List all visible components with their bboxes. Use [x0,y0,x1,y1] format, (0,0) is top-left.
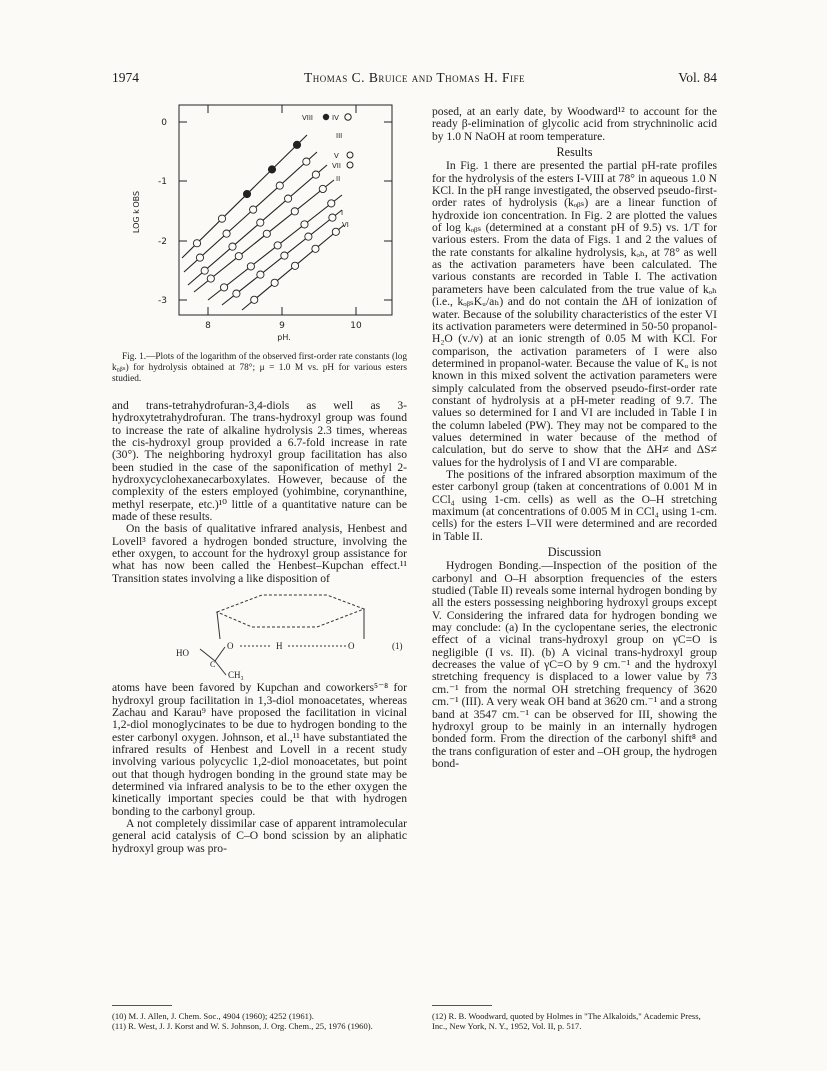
data-point [284,195,291,202]
data-point [223,230,230,237]
figure-1-plot [112,100,412,352]
data-point [328,200,335,207]
y-tick-0: 0 [161,118,167,128]
data-point [291,262,298,269]
data-point [220,284,227,291]
x-tick-8: 8 [205,321,211,331]
data-point [193,240,200,247]
y-tick-1: -1 [158,177,167,187]
right-para-2: In Fig. 1 there are presented the partial pH-rate profiles for the hydrolysis of the esters I-VIII at 78° in aqueous 1.0 N KCl. In the pH range investigated, the observed pseudo-first-order rates of hydrolysis (kₒᵦₛ) are a linear function of hydroxide ion concentration. In Fig. 2 are plotted the values of log kₒᵦₛ (determined at a constant pH of 9.5) vs. 1/T for various esters. From the data of Figs. 1 and 2 the values of the rate constants for alkaline hydrolysis, kₒₕ, at 78° as well as the activation parameters have been calculated. The various constants are recorded in Table I. The activation parameters have been calculated from the true value of kₒₕ (i.e., kₒᵦₛKᵤ/aₕ) and do not contain the ΔH of ionization of water. Because of the solubility characteristics of the ester VI its activation parameters were determined in 50-50 propanol-H₂O (v./v) at an ionic strength of 0.05 M with KCl. For comparison, the activation parameters of I were also determined in propanol-water. Because the value of Kᵤ is not known in this mixed solvent the activation parameters were simply calculated from the observed pseudo-first-order rate constant of hydrolysis at a pH-meter reading of 9.7. The values so determined for I and VI are included in Table I in the column labeled (PW). They may not be compared to the values determined in water because of the method of calculation, but do serve to show that the ΔH≠ and ΔS≠ values for the hydrolysis of I and VI are comparable. [432,159,717,469]
structure-h: H [276,641,283,652]
line-label-III: III [336,132,343,140]
data-point [312,245,319,252]
running-header [112,70,717,90]
data-point [332,228,339,235]
data-point [233,290,240,297]
data-point [303,158,310,165]
line-label-V: V [334,152,339,160]
right-para-4: Hydrogen Bonding.—Inspection of the position of the carbonyl and O–H absorption frequencies of the esters studied (Table II) reveals some internal hydrogen bonding by all the esters possessing neighboring hydroxyl groups except V. Considering the infrared data for hydrogen bonding we may conclude: (a) In the cyclopentane series, the electronic effect of a vicinal trans-hydroxyl group on γC=O is negligible (I vs. II). (b) A vicinal trans-hydroxyl group decreases the value of γC=O by 9 cm.⁻¹ and the hydroxyl stretching frequency is displaced to a lower value by 73 cm.⁻¹ from the normal OH stretching frequency of 3620 cm.⁻¹ (III). A very weak OH band at 3620 cm.⁻¹ and a strong band at 3547 cm.⁻¹ can be observed for III, showing the hydroxyl group to be mainly in an internally hydrogen bonded form. From the direction of the carbonyl shift⁸ and the trans configuration of ester and –OH group, the hydrogen bond- [432,559,717,770]
data-point [257,271,264,278]
left-column [112,400,407,855]
data-point [281,252,288,259]
data-point [312,171,319,178]
data-point [196,254,203,261]
data-point [301,221,308,228]
data-point [247,263,254,270]
header-volume: Vol. 84 [678,70,717,85]
data-point [251,296,258,303]
data-point [235,253,242,260]
data-point [207,275,214,282]
data-point [291,208,298,215]
figure-1-caption: Fig. 1.—Plots of the logarithm of the observed first-order rate constants (log k₀ᵦₛ) for hydrolysis obtained at 78°; μ = 1.0 M vs. pH for various esters studied. [112,352,407,384]
data-point [201,267,208,274]
line-label-II: II [336,175,341,183]
footnotes-right [432,1011,717,1031]
data-point [271,279,278,286]
left-para-2: On the basis of qualitative infrared analysis, Henbest and Lovell³ favored a hydrogen bonded structure, involving the ether oxygen, to account for the hydroxyl group assistance for what has now been called the Henbest–Kupchan effect.¹¹ Transition states involving a like disposition of [112,522,407,585]
y-tick-2: -2 [158,237,167,247]
data-point [218,215,225,222]
left-para-1: and trans-tetrahydrofuran-3,4-diols as well as 3-hydroxytetrahydrofuran. The trans-hydroxyl group was found to increase the rate of alkaline hydrolysis 2.3 times, whereas the cis-hydroxyl group provided a 6.7-fold increase in rate (30°). The neighboring hydroxyl group facilitation has also been studied in the case of the saponification of methyl 2-hydroxycyclohexanecarboxylates. However, because of the complexity of the esters employed (yohimbine, corynanthine, methyl reserpate, etc.)¹⁰ little of a quantitative nature can be made of these results. [112,399,407,524]
left-para-4: A not completely dissimilar case of apparent intramolecular general acid catalysis of C–O bond scission by an aliphatic hydroxyl group was pro- [112,816,407,855]
footnote-12: (12) R. B. Woodward, quoted by Holmes in "The Alkaloids," Academic Press, Inc., New York, N. Y., 1952, Vol. II, p. 517. [432,1011,701,1032]
data-point [229,243,236,250]
footnote-10: (10) M. J. Allen, J. Chem. Soc., 4904 (1960); 4252 (1961). [112,1011,314,1021]
structure-ch3: CH₃ [228,670,244,681]
heading-discussion: Discussion [547,545,602,560]
left-para-3: atoms have been favored by Kupchan and coworkers⁵⁻⁸ for hydroxyl group facilitation in 1,3-diol monoacetates, whereas Zachau and Karau⁹ have proposed the facilitation in vicinal 1,2-diol monoglycinates to be due to hydrogen bonding to the ester carbonyl oxygen. Johnson, et al.,¹¹ have substantiated the infrared results of Henbest and Lovell in a recent study involving various polycyclic 1,2-diol monoacetates, but point out that though hydrogen bonding in the ground state may be determined via infrared analysis to be to the ether oxygen the kinetically important species could be that with hydrogen bonding to the carbonyl group. [112,681,407,818]
data-point [268,166,275,173]
data-point [250,206,257,213]
data-point [276,182,283,189]
data-point [257,219,264,226]
data-point [274,242,281,249]
data-point [329,214,336,221]
page-number: 1974 [112,70,139,85]
line-label-VI: VI [342,221,349,229]
x-axis-label: pH. [277,333,291,342]
footnotes-left [112,1011,407,1031]
structure-ho: HO [176,648,189,659]
structure-o2: O [348,641,355,652]
line-label-VII: VII [332,162,341,170]
footnote-11: (11) R. West, J. J. Korst and W. S. Johnson, J. Org. Chem., 25, 1976 (1960). [112,1021,373,1032]
data-points [193,141,339,303]
x-tick-9: 9 [279,321,285,331]
right-para-1: posed, at an early date, by Woodward¹² to account for the ready β-elimination of glycolic acid from strychninolic acid by 1.0 N NaOH at room temperature. [432,105,717,143]
data-point [243,190,250,197]
line-label-VIII: VIII [302,114,313,122]
structure-o1: O [227,641,234,652]
structure-diagram [112,587,407,682]
right-para-3: The positions of the infrared absorption maximum of the ester carbonyl group (taken at concentrations of 0.001 M in CCl₄ using 1-cm. cells) as well as the O–H stretching maximum (at concentrations of 0.005 M in CCl₄ using 1-cm. cells) for the esters I–VII were determined and are recorded in Table II. [432,467,717,543]
data-point [305,233,312,240]
line-label-IV: IV [332,114,339,122]
y-tick-3: -3 [158,296,167,306]
header-authors: Thomas C. Bruice and Thomas H. Fife [303,70,526,85]
x-tick-10: 10 [350,321,362,331]
data-point [263,230,270,237]
y-axis-label: LOG k OBS [132,190,141,234]
heading-results: Results [556,145,593,160]
line-label-I: I [341,209,344,217]
structure-number: (1) [392,641,403,652]
right-column [432,106,717,770]
structure-c: C [210,660,216,670]
plot-frame [179,105,392,315]
data-point [293,141,300,148]
data-point [319,185,326,192]
